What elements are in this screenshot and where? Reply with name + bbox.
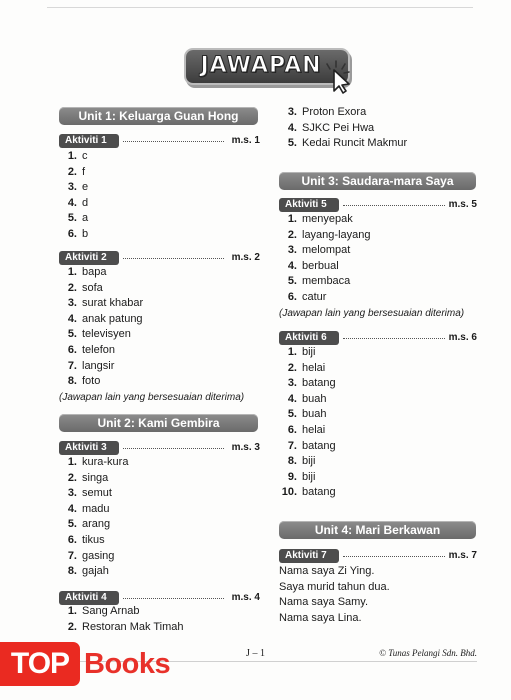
answer-text: batang [302,377,336,390]
page-ref: m.s. 3 [231,442,260,453]
answer-number: 1. [287,346,297,358]
answer-text: Sang Arnab [82,605,140,617]
answer-text: berbual [302,259,339,272]
page-ref: m.s. 5 [448,199,477,210]
answer-number: 8. [287,455,297,468]
answer-text: sofa [82,281,103,294]
answer-sentence: Nama saya Zi Ying. [279,565,375,577]
answer-number: 2. [67,165,77,178]
answer-number: 7. [67,549,77,562]
answer-text: d [82,196,89,209]
answer-text: foto [82,375,101,388]
answer-number: 4. [67,196,77,209]
answer-number: 3. [287,377,297,390]
answer-number: 6. [287,291,297,303]
page-ref: m.s. 2 [231,252,260,263]
dotted-leader [343,556,445,557]
answer-number: 1. [67,456,77,468]
answer-text: a [82,212,89,225]
answer-text: bapa [82,266,107,278]
answer-number: 7. [287,439,297,452]
acceptance-note: (Jawapan lain yang bersesuaian diterima) [59,392,245,403]
answer-text: SJKC Pei Hwa [302,121,375,134]
answer-text: helai [302,361,326,374]
answer-text: biji [302,346,316,358]
page-ref: m.s. 6 [448,332,477,343]
answer-text: Kedai Runcit Makmur [302,137,408,150]
unit-4-header: Unit 4: Mari Berkawan [279,521,476,539]
answer-number: 3. [287,106,297,118]
answer-number: 5. [67,328,77,341]
answer-text: surat khabar [82,297,144,310]
answer-number: 5. [287,408,297,421]
answer-text: madu [82,502,110,515]
aktiviti-4-label: Aktiviti 4 [59,591,119,605]
answer-text: e [82,181,89,194]
answer-number: 4. [287,392,297,405]
page-ref: m.s. 7 [448,550,477,561]
answer-sentence: Saya murid tahun dua. [279,580,390,593]
answer-text: membaca [302,275,351,288]
aktiviti-7-label: Aktiviti 7 [279,549,339,563]
answer-sentence: Nama saya Samy. [279,596,369,609]
answer-text: b [82,228,89,240]
answer-text: gasing [82,549,115,562]
aktiviti-1-label: Aktiviti 1 [59,134,119,148]
answer-number: 3. [287,244,297,257]
answer-number: 6. [67,344,77,356]
answer-sentence: Nama saya Lina. [279,611,362,624]
answer-text: biji [302,470,316,483]
answer-number: 4. [67,502,77,515]
dotted-leader [123,448,224,449]
aktiviti-5-label: Aktiviti 5 [279,198,339,212]
answer-number: 8. [67,375,77,388]
aktiviti-6-label: Aktiviti 6 [279,331,339,345]
answer-text: batang [302,439,336,452]
watermark-books: Books [84,648,171,680]
aktiviti-1-row [59,134,260,148]
dotted-leader [123,598,224,599]
answer-number: 6. [67,228,77,240]
answer-text: langsir [82,359,115,372]
answer-number: 4. [287,121,297,134]
dotted-leader [123,258,224,259]
aktiviti-2-label: Aktiviti 2 [59,251,119,265]
dotted-leader [343,205,445,206]
watermark-top: TOP [0,642,80,686]
answer-text: buah [302,392,327,405]
answer-text: batang [302,486,336,499]
aktiviti-3-row [59,441,260,455]
aktiviti-4-row [59,591,260,605]
acceptance-note: (Jawapan lain yang bersesuaian diterima) [279,308,465,319]
answer-text: buah [302,408,327,421]
answer-number: 5. [67,518,77,531]
answer-text: telefon [82,344,116,356]
unit-3-header: Unit 3: Saudara-mara Saya [279,172,476,190]
answer-number: 8. [67,565,77,578]
answer-number: 10. [281,486,297,499]
answer-number: 3. [67,487,77,500]
answer-text: kura-kura [82,456,129,468]
answer-text: f [82,165,86,178]
answer-text: c [82,150,88,162]
answer-text: catur [302,291,327,303]
answer-number: 1. [67,266,77,278]
answer-number: 2. [287,228,297,241]
answer-number: 6. [287,424,297,436]
aktiviti-6-row [279,331,477,345]
topbooks-watermark-logo [0,640,190,688]
answer-number: 6. [67,534,77,546]
answer-text: singa [82,471,109,484]
page-ref: m.s. 1 [231,135,260,146]
answer-number: 1. [287,213,297,225]
unit-2-header: Unit 2: Kami Gembira [59,414,258,432]
page-title: JAWAPAN [200,53,322,78]
dotted-leader [343,338,445,339]
answer-text: televisyen [82,328,131,341]
publisher-credit: © Tunas Pelangi Sdn. Bhd. [379,648,477,658]
answer-text: Proton Exora [302,106,367,118]
answer-text: tikus [82,534,105,546]
answer-number: 4. [67,312,77,325]
answer-number: 9. [287,470,297,483]
answer-text: menyepak [302,213,353,225]
answer-text: semut [82,487,112,500]
page-number: J – 1 [246,648,265,659]
answer-number: 3. [67,297,77,310]
answer-text: Restoran Mak Timah [82,621,184,633]
cursor-click-icon [316,58,356,94]
answer-number: 3. [67,181,77,194]
dotted-leader [123,141,224,142]
aktiviti-2-row [59,251,260,265]
answer-number: 2. [67,281,77,294]
answer-number: 2. [287,361,297,374]
answer-number: 5. [287,275,297,288]
unit-1-header: Unit 1: Keluarga Guan Hong [59,107,258,125]
aktiviti-7-row [279,549,477,563]
answer-number: 5. [67,212,77,225]
answer-number: 2. [67,621,77,633]
answer-number: 4. [287,259,297,272]
answer-text: layang-layang [302,228,371,241]
answer-text: helai [302,424,326,436]
aktiviti-3-label: Aktiviti 3 [59,441,119,455]
aktiviti-5-row [279,198,477,212]
answer-number: 5. [287,137,297,150]
answer-number: 1. [67,605,77,617]
page-ref: m.s. 4 [231,592,260,603]
answer-number: 1. [67,150,77,162]
answer-text: arang [82,518,111,531]
answer-text: biji [302,455,316,468]
answer-number: 2. [67,471,77,484]
answer-text: melompat [302,244,351,257]
answer-number: 7. [67,359,77,372]
answer-text: anak patung [82,312,143,325]
answer-text: gajah [82,565,109,578]
top-rule [47,7,473,8]
